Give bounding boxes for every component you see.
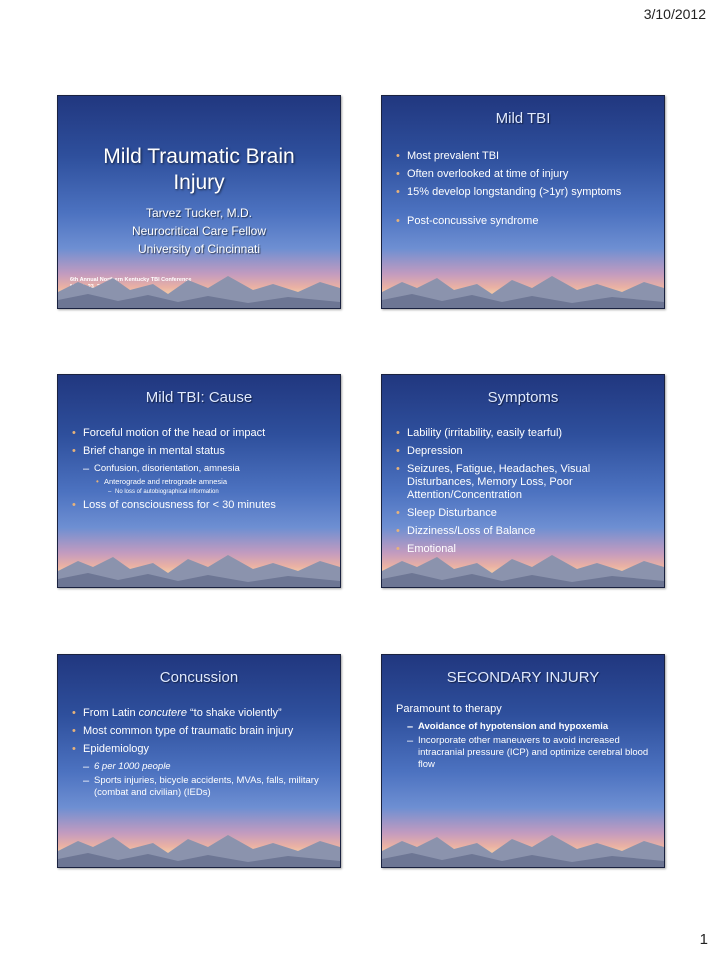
presenter-role: Neurocritical Care Fellow bbox=[131, 224, 267, 238]
bullet-item: • Often overlooked at time of injury bbox=[396, 168, 654, 181]
slide-mild-tbi-cause bbox=[57, 374, 341, 588]
bullet-item: • Loss of consciousness for < 30 minutes bbox=[72, 499, 330, 512]
title-line-1: Mild Traumatic Brain bbox=[103, 145, 295, 168]
mountain-graphic bbox=[382, 827, 664, 867]
bullet-item: • Epidemiology bbox=[72, 743, 330, 756]
bullet-item: • 15% develop longstanding (>1yr) symptoms bbox=[396, 186, 654, 199]
conference-name: 6th Annual Northern Kentucky TBI Conference bbox=[70, 277, 192, 283]
bullet-list bbox=[396, 703, 654, 773]
bullet-item: • Post-concussive syndrome bbox=[396, 215, 654, 228]
slide-heading: Mild TBI: Cause bbox=[145, 389, 253, 406]
bullet-item: • Seizures, Fatigue, Headaches, Visual Disturbances, Memory Loss, Poor Attention/Concentration bbox=[396, 463, 654, 502]
sub-bullet-item: – Confusion, disorientation, amnesia bbox=[72, 463, 330, 475]
presenter-affiliation: University of Cincinnati bbox=[137, 242, 261, 256]
slide-heading: SECONDARY INJURY bbox=[446, 669, 600, 686]
bullet-item: • Most prevalent TBI bbox=[396, 150, 654, 163]
mountain-graphic bbox=[58, 268, 340, 308]
slide-concussion bbox=[57, 654, 341, 868]
mountain-graphic bbox=[58, 547, 340, 587]
bullet-item: • Forceful motion of the head or impact bbox=[72, 427, 330, 440]
slide-title-page bbox=[57, 95, 341, 309]
sub-bullet-item: – Sports injuries, bicycle accidents, MVAs, falls, military (combat and civilian) (IEDs) bbox=[72, 775, 330, 799]
bullet-item bbox=[72, 707, 330, 720]
sub-sub-sub-bullet-item: – No loss of autobiographical information bbox=[72, 488, 330, 496]
mountain-graphic bbox=[382, 547, 664, 587]
sub-bullet-item: – Avoidance of hypotension and hypoxemia bbox=[396, 721, 654, 733]
bullet-list bbox=[72, 427, 330, 517]
bullet-item: • Emotional bbox=[396, 543, 654, 556]
bullet-item: • Brief change in mental status bbox=[72, 445, 330, 458]
bullet-list bbox=[72, 707, 330, 801]
bullet-item: • Sleep Disturbance bbox=[396, 507, 654, 520]
latin-term: concutere bbox=[138, 707, 187, 719]
bullet-item: • Lability (irritability, easily tearful) bbox=[396, 427, 654, 440]
slide-heading: Mild TBI bbox=[495, 110, 551, 127]
bullet-item: • Most common type of traumatic brain injury bbox=[72, 725, 330, 738]
sub-bullet-item: – Incorporate other maneuvers to avoid increased intracranial pressure (ICP) and optimize cerebral blood flow bbox=[396, 735, 654, 771]
mountain-graphic bbox=[58, 827, 340, 867]
bullet-list bbox=[396, 427, 654, 561]
slide-symptoms bbox=[381, 374, 665, 588]
slide-heading: Concussion bbox=[159, 669, 239, 686]
presenter-name: Tarvez Tucker, M.D. bbox=[145, 206, 253, 220]
sub-sub-bullet-item: • Anterograde and retrograde amnesia bbox=[72, 477, 330, 487]
sub-bullet-item: – 6 per 1000 people bbox=[72, 761, 330, 773]
slide-title bbox=[68, 144, 330, 196]
page-number: 1 bbox=[699, 931, 708, 948]
bullet-item: • Depression bbox=[396, 445, 654, 458]
bullet-list bbox=[396, 150, 654, 233]
slide-heading: Symptoms bbox=[487, 389, 559, 406]
bullet-text: “to shake violently” bbox=[186, 707, 282, 719]
slide-mild-tbi bbox=[381, 95, 665, 309]
page-date: 3/10/2012 bbox=[643, 6, 706, 22]
bullet-text: From Latin bbox=[83, 707, 139, 719]
bullet-item: • Dizziness/Loss of Balance bbox=[396, 525, 654, 538]
slide-secondary-injury bbox=[381, 654, 665, 868]
title-line-2: Injury bbox=[173, 171, 225, 194]
mountain-graphic bbox=[382, 268, 664, 308]
lead-text: Paramount to therapy bbox=[396, 703, 502, 715]
